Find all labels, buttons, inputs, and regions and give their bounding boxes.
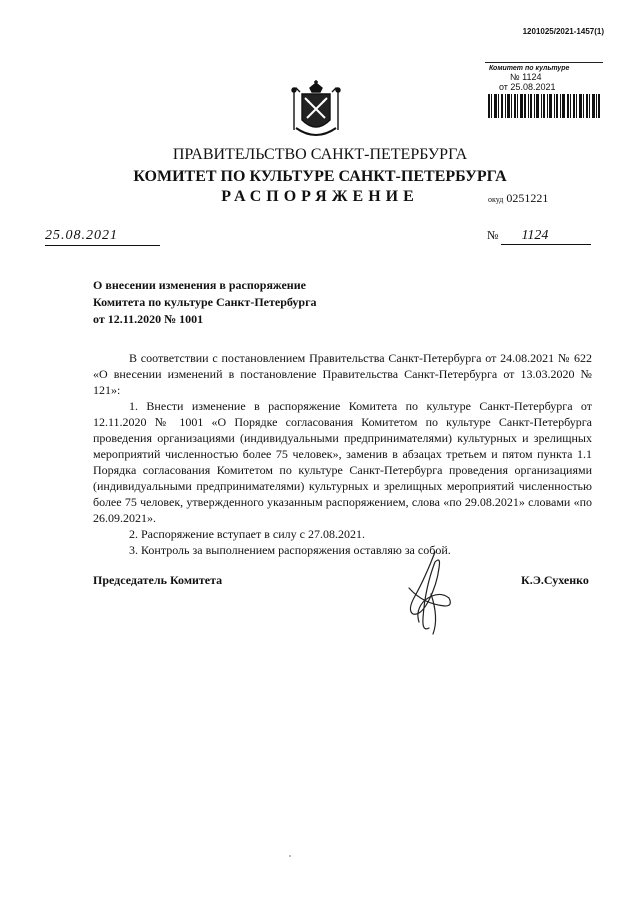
body-item-3: 3. Контроль за выполнением распоряжения оставляю за собой. [129,543,451,557]
body-item-2: 2. Распоряжение вступает в силу с 27.08.2021. [129,527,365,541]
handwritten-signature-icon [395,548,457,638]
number-label: № [487,228,499,242]
handwritten-number-field [487,228,591,245]
handwritten-number: 1124 [501,228,591,245]
document-type-heading: РАСПОРЯЖЕНИЕ [221,188,419,205]
body-item-1: 1. Внести изменение в распоряжение Комитета по культуре Санкт-Петербурга от 12.11.2020 № 1001 «О Порядке согласования Комитетом по культуре Санкт-Петербурга проведения организациями (индивидуальными предпринимателями) культурных и зрелищных мероприятий численностью более 75 человек», заменив в абзацах третьем и пятом пункта 1.1 Порядка согласования Комитетом по культуре Санкт-Петербурга проведения организациями (индивидуальными предпринимателями) культурных и зрелищных мероприятий численностью более 75 человек, утвержденного указанным распоряжением, слова «по 29.08.2021» словами «по 26.09.2021». [93,399,592,525]
okud-code [488,191,548,206]
registration-org: Комитет по культуре [489,65,570,72]
body-intro-paragraph: В соответствии с постановлением Правительства Санкт-Петербурга от 24.08.2021 № 622 «О внесении изменений в постановление Правительства Санкт-Петербурга от 13.03.2020 № 121»: [93,351,592,397]
registration-stamp [485,62,603,123]
handwritten-date: 25.08.2021 [45,228,160,246]
registration-number: № 1124 [510,72,542,82]
signatory-title: Председатель Комитета [93,573,223,587]
government-heading: ПРАВИТЕЛЬСТВО САНКТ-ПЕТЕРБУРГА [172,146,468,163]
barcode-icon [488,94,600,118]
subject-line-1: О внесении изменения в распоряжение [93,278,306,292]
registration-date: от 25.08.2021 [499,82,556,92]
document-body [93,350,592,558]
subject-line-3: от 12.11.2020 № 1001 [93,312,204,326]
stamp-divider [485,62,603,63]
okud-label: окуд [488,195,504,204]
saint-petersburg-coat-of-arms-icon [290,80,342,140]
document-code: 1201025/2021-1457(1) [522,27,604,36]
signatory-name: К.Э.Сухенко [521,573,589,587]
scan-speck [289,855,291,857]
okud-value: 0251221 [506,191,549,205]
committee-heading: КОМИТЕТ ПО КУЛЬТУРЕ САНКТ-ПЕТЕРБУРГА [133,168,507,185]
document-subject [93,277,317,328]
subject-line-2: Комитета по культуре Санкт-Петербурга [93,295,317,309]
